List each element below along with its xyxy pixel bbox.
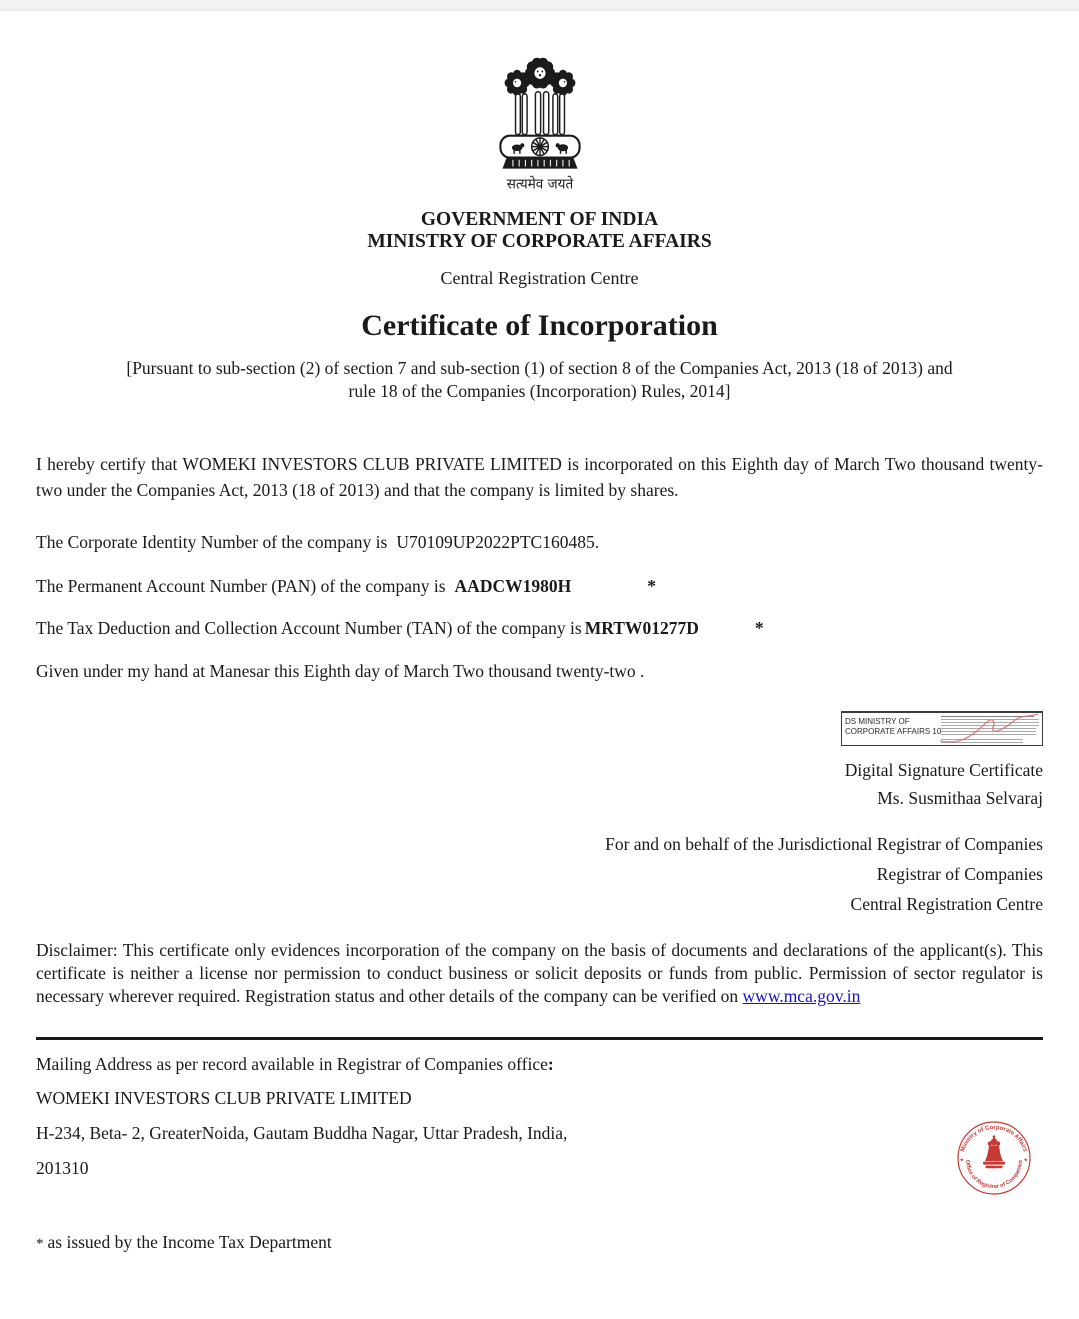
pursuant-subtitle-line1: [Pursuant to sub-section (2) of section 7 and sub-section (1) of section 8 of the Companies Act, 2013 (18 of 2013) and	[126, 358, 953, 378]
pan-value: AADCW1980H	[454, 576, 572, 596]
certificate-title: Certificate of Incorporation	[361, 309, 718, 342]
seal-bottom-text: Office of Registrar of Companies	[963, 1159, 1025, 1191]
given-under-hand-line: Given under my hand at Manesar this Eighth day of March Two thousand twenty-two .	[36, 661, 645, 681]
cin-label: The Corporate Identity Number of the company is	[36, 532, 388, 552]
fine-print-block	[941, 719, 1039, 726]
seal-top-text: Ministry of Corporate Affairs	[960, 1124, 1028, 1153]
dsc-fine-print	[938, 713, 1042, 745]
dsc-title-line: Digital Signature Certificate	[844, 760, 1043, 780]
india-national-emblem-icon	[490, 50, 590, 195]
behalf-line: For and on behalf of the Jurisdictional Registrar of Companies	[605, 834, 1043, 854]
tan-line	[36, 617, 1043, 639]
mailing-company-name: WOMEKI INVESTORS CLUB PRIVATE LIMITED	[36, 1088, 412, 1108]
tan-label: The Tax Deduction and Collection Account Number (TAN) of the company is	[36, 618, 582, 638]
mailing-address-heading	[36, 1053, 1043, 1075]
fine-print-block	[941, 728, 1036, 737]
seal-right-star: ★	[1023, 1158, 1028, 1164]
fine-print-line	[941, 716, 1034, 717]
registration-centre-heading: Central Registration Centre	[440, 268, 639, 288]
pursuant-subtitle-line2: rule 18 of the Companies (Incorporation) Rules, 2014]	[348, 381, 731, 401]
signer-name: Ms. Susmithaa Selvaraj	[877, 788, 1043, 808]
dsc-stamp-line1: DS MINISTRY OF	[845, 717, 910, 726]
mailing-pincode: 201310	[36, 1158, 89, 1178]
footnote-line	[36, 1231, 1043, 1255]
certify-prefix: I hereby certify that	[36, 454, 183, 474]
mailing-heading-text: Mailing Address as per record available in Registrar of Companies office	[36, 1054, 548, 1074]
top-strip	[0, 0, 1079, 11]
pan-label: The Permanent Account Number (PAN) of the company is	[36, 576, 446, 596]
section-divider	[36, 1037, 1043, 1040]
company-name-inline: WOMEKI INVESTORS CLUB PRIVATE LIMITED	[182, 454, 562, 474]
mailing-address-line: H-234, Beta- 2, GreaterNoida, Gautam Buddha Nagar, Uttar Pradesh, India,	[36, 1123, 568, 1143]
mailing-heading-colon: :	[547, 1054, 554, 1074]
government-of-india-heading: GOVERNMENT OF INDIA	[420, 209, 659, 230]
footnote-asterisk: *	[36, 1236, 44, 1252]
cin-value: U70109UP2022PTC160485.	[396, 532, 600, 552]
ministry-heading: MINISTRY OF CORPORATE AFFAIRS	[367, 231, 712, 252]
certify-paragraph	[36, 451, 1043, 503]
dsc-stamp-line2: CORPORATE AFFAIRS 10	[845, 726, 942, 736]
certify-suffix: is incorporated on this Eighth day of March Two thousand twenty-two under the Companies Act, 2013 (18 of 2013) and that the company is limited by shares.	[36, 454, 1043, 500]
registrar-red-seal	[954, 1116, 1034, 1200]
fine-print-block	[941, 739, 1023, 745]
cin-line	[36, 531, 1043, 553]
emblem-motto: सत्यमेव जयते	[506, 176, 573, 193]
tan-asterisk: *	[754, 618, 764, 638]
tan-value: MRTW01277D	[584, 618, 699, 638]
seal-left-star: ★	[959, 1158, 964, 1164]
pan-line	[36, 575, 1043, 597]
central-registration-centre-line: Central Registration Centre	[850, 894, 1043, 914]
emblem-block	[36, 50, 1043, 200]
mca-website-link[interactable]: www.mca.gov.in	[742, 986, 861, 1006]
pursuant-subtitle	[36, 357, 1043, 403]
footnote-text: as issued by the Income Tax Department	[47, 1232, 332, 1252]
registrar-line: Registrar of Companies	[876, 864, 1043, 884]
pan-asterisk: *	[647, 576, 656, 596]
digital-signature-stamp	[841, 711, 1043, 746]
seal-emblem-icon	[983, 1136, 1005, 1169]
disclaimer-paragraph	[36, 939, 1043, 1008]
dsc-stamp-label	[842, 713, 942, 745]
disclaimer-text: Disclaimer: This certificate only evidences incorporation of the company on the basis of documents and declarations of the applicant(s). This certificate is neither a license nor permission to conduct business or solicit deposits or funds from public. Permission of sector regulator is necessary wherever required. Registration status and other details of the company can be verified on	[36, 940, 1043, 1006]
